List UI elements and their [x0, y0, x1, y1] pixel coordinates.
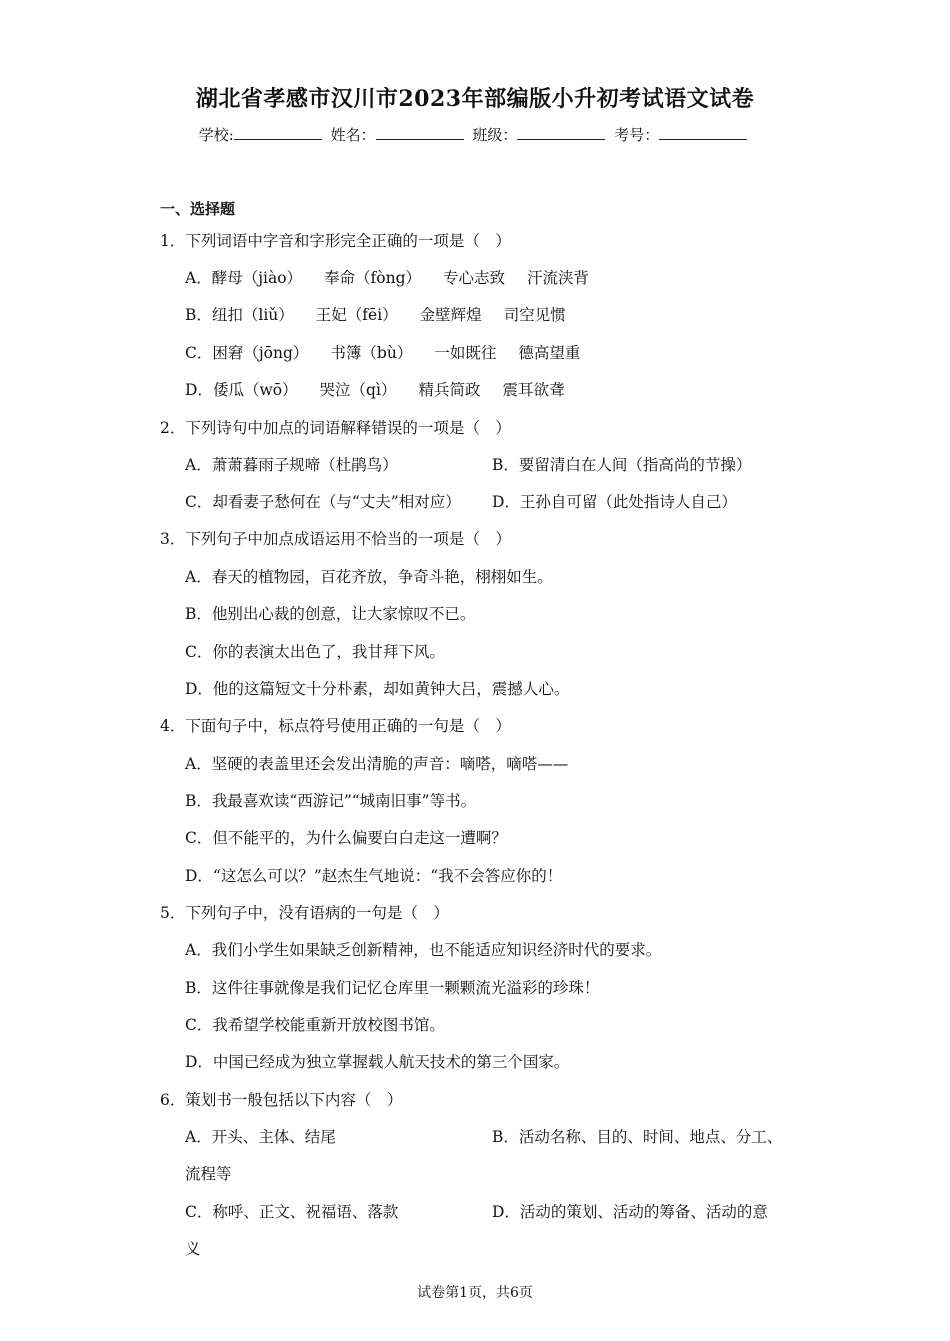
option-b: B．我最喜欢读“西游记”“城南旧事”等书。 — [185, 792, 477, 810]
class-blank — [517, 125, 605, 140]
option-a: A．萧萧暮雨子规啼（杜鹃鸟） — [185, 456, 398, 474]
school-blank — [234, 125, 322, 140]
exam-title: 湖北省孝感市汉川市2023年部编版小升初考试语文试卷 — [195, 86, 755, 112]
exam-number-label: 考号： — [614, 126, 660, 144]
option-c: C．困窘（jōng） 书簿（bù） 一如既往 德高望重 — [185, 344, 581, 362]
option-d-wrap: 义 — [185, 1240, 201, 1258]
option-d: D．他的这篇短文十分朴素，却如黄钟大吕，震撼人心。 — [185, 680, 570, 698]
question-stem: 2．下列诗句中加点的词语解释错误的一项是（ ） — [160, 419, 511, 437]
option-b: B．他别出心裁的创意，让大家惊叹不已。 — [185, 605, 476, 623]
page-footer: 试卷第1页，共6页 — [417, 1285, 533, 1301]
option-d: D．中国已经成为独立掌握载人航天技术的第三个国家。 — [185, 1053, 570, 1071]
option-a: A．春天的植物园，百花齐放，争奇斗艳，栩栩如生。 — [185, 568, 553, 586]
option-d: D．活动的策划、活动的筹备、活动的意 — [492, 1203, 768, 1221]
name-blank — [376, 125, 464, 140]
option-c: C．你的表演太出色了，我甘拜下风。 — [185, 643, 445, 661]
option-c: C．称呼、正文、祝福语、落款 — [185, 1203, 399, 1221]
section-title: 一、选择题 — [160, 200, 236, 218]
option-b: B．活动名称、目的、时间、地点、分工、 — [492, 1128, 783, 1146]
class-label: 班级： — [472, 126, 518, 144]
exam-number-blank — [659, 125, 747, 140]
option-b: B．要留清白在人间（指高尚的节操） — [492, 456, 752, 474]
option-d: D．倭瓜（wō） 哭泣（qì） 精兵简政 震耳欲聋 — [185, 381, 565, 399]
question-stem: 3．下列句子中加点成语运用不恰当的一项是（ ） — [160, 530, 511, 548]
option-b-wrap: 流程等 — [185, 1165, 232, 1183]
option-a: A．坚硬的表盖里还会发出清脆的声音：嘀嗒，嘀嗒—— — [185, 755, 569, 773]
option-a: A．开头、主体、结尾 — [185, 1128, 336, 1146]
question-stem: 4．下面句子中，标点符号使用正确的一句是（ ） — [160, 717, 511, 735]
question-stem: 5．下列句子中，没有语病的一句是（ ） — [160, 904, 449, 922]
school-label: 学校: — [198, 126, 234, 144]
question-stem: 6．策划书一般包括以下内容（ ） — [160, 1091, 403, 1109]
option-a: A．我们小学生如果缺乏创新精神，也不能适应知识经济时代的要求。 — [185, 941, 662, 959]
option-c: C．我希望学校能重新开放校图书馆。 — [185, 1016, 445, 1034]
option-c: C．但不能平的，为什么偏要白白走这一遭啊？ — [185, 829, 507, 847]
option-d: D．王孙自可留（此处指诗人自己） — [492, 493, 737, 511]
option-c: C．却看妻子愁何在（与“丈夫”相对应） — [185, 493, 461, 511]
option-a: A．酵母（jiào） 奉命（fòng） 专心志致 汗流浃背 — [185, 269, 590, 287]
option-d: D．“这怎么可以？”赵杰生气地说：“我不会答应你的！ — [185, 867, 563, 885]
student-info-line — [0, 124, 950, 145]
option-b: B．纽扣（liǔ） 王妃（fēi） 金壁辉煌 司空见惯 — [185, 306, 566, 324]
name-label: 姓名： — [330, 126, 376, 144]
question-stem: 1．下列词语中字音和字形完全正确的一项是（ ） — [160, 232, 511, 250]
option-b: B．这件往事就像是我们记忆仓库里一颗颗流光溢彩的珍珠！ — [185, 979, 600, 997]
